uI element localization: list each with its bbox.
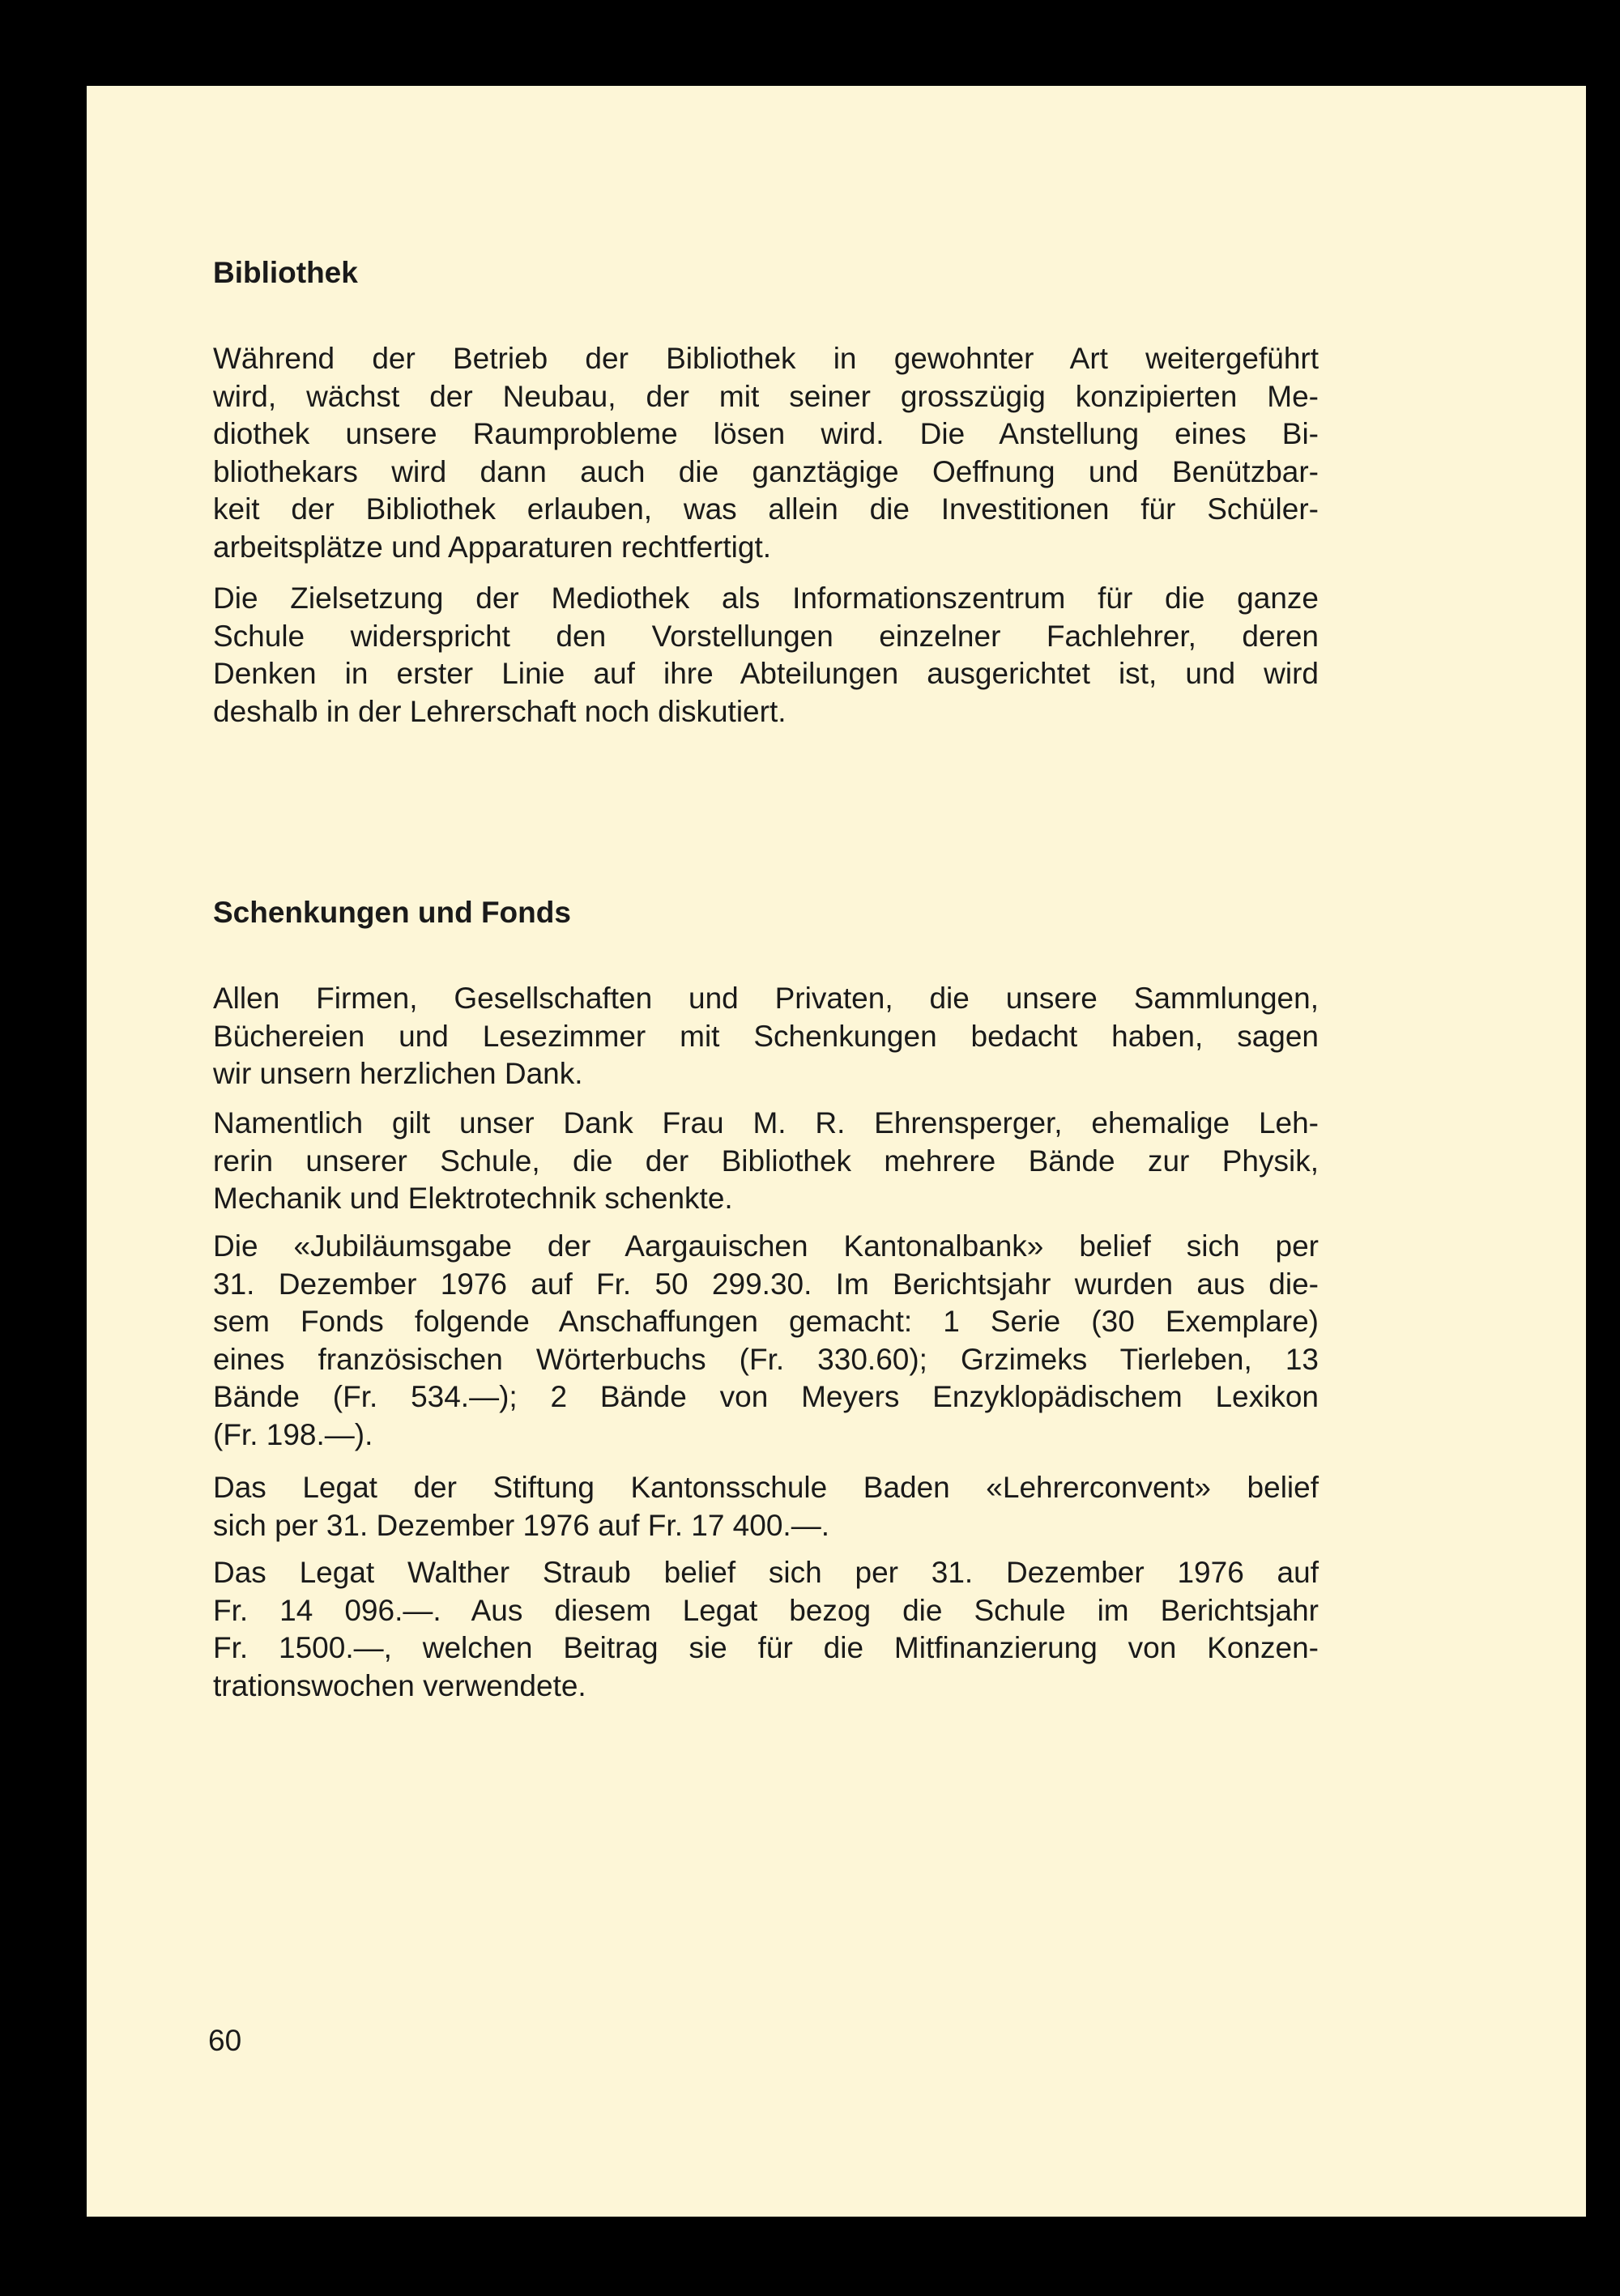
text-line: Bände (Fr. 534.—); 2 Bände von Meyers Enzyklopädischem Lexikon (213, 1380, 1319, 1413)
paragraph-schenkungen-4 (213, 1469, 1319, 1544)
text-line: Schule widerspricht den Vorstellungen einzelner Fachlehrer, deren (213, 619, 1319, 653)
text-line: Das Legat Walther Straub belief sich per 31. Dezember 1976 auf (213, 1556, 1319, 1589)
text-line: Während der Betrieb der Bibliothek in gewohnter Art weitergeführt (213, 342, 1319, 375)
text-line: Namentlich gilt unser Dank Frau M. R. Ehrensperger, ehemalige Leh- (213, 1106, 1319, 1139)
text-line: Fr. 1500.—, welchen Beitrag sie für die Mitfinanzierung von Konzen- (213, 1631, 1319, 1664)
paragraph-schenkungen-1 (213, 980, 1319, 1093)
text-line: trationswochen verwendete. (213, 1668, 586, 1702)
paragraph-bibliothek-2 (213, 580, 1319, 731)
text-line: Denken in erster Linie auf ihre Abteilungen ausgerichtet ist, und wird (213, 657, 1319, 690)
text-line: sem Fonds folgende Anschaffungen gemacht: 1 Serie (30 Exemplare) (213, 1305, 1319, 1338)
text-line: Die «Jubiläumsgabe der Aargauischen Kantonalbank» belief sich per (213, 1229, 1319, 1263)
document-page (87, 86, 1586, 2217)
text-line: Allen Firmen, Gesellschaften und Privaten, die unsere Sammlungen, (213, 982, 1319, 1015)
heading-bibliothek: Bibliothek (213, 256, 358, 289)
text-line: deshalb in der Lehrerschaft noch diskutiert. (213, 694, 787, 728)
text-line: 31. Dezember 1976 auf Fr. 50 299.30. Im Berichtsjahr wurden aus die- (213, 1267, 1319, 1301)
text-line: Die Zielsetzung der Mediothek als Informationszentrum für die ganze (213, 581, 1319, 615)
text-line: rerin unserer Schule, die der Bibliothek mehrere Bände zur Physik, (213, 1144, 1319, 1178)
text-line: bliothekars wird dann auch die ganztägige Oeffnung und Benützbar- (213, 454, 1319, 488)
text-line: keit der Bibliothek erlauben, was allein die Investitionen für Schüler- (213, 492, 1319, 526)
text-line: Mechanik und Elektrotechnik schenkte. (213, 1182, 733, 1215)
text-line: diothek unsere Raumprobleme lösen wird. Die Anstellung eines Bi- (213, 417, 1319, 450)
paragraph-schenkungen-2 (213, 1105, 1319, 1218)
heading-schenkungen-und-fonds: Schenkungen und Fonds (213, 896, 571, 929)
paragraph-schenkungen-3 (213, 1228, 1319, 1454)
text-line: sich per 31. Dezember 1976 auf Fr. 17 400.—. (213, 1508, 829, 1542)
text-line: arbeitsplätze und Apparaturen rechtfertigt. (213, 530, 772, 564)
text-line: Fr. 14 096.—. Aus diesem Legat bezog die Schule im Berichtsjahr (213, 1593, 1319, 1627)
text-line: (Fr. 198.—). (213, 1417, 373, 1451)
paragraph-bibliothek-1 (213, 340, 1319, 566)
paragraph-schenkungen-5 (213, 1554, 1319, 1705)
text-line: Büchereien und Lesezimmer mit Schenkungen bedacht haben, sagen (213, 1019, 1319, 1053)
page-number: 60 (208, 2024, 242, 2057)
text-line: wir unsern herzlichen Dank. (213, 1057, 583, 1090)
text-line: eines französischen Wörterbuchs (Fr. 330.60); Grzimeks Tierleben, 13 (213, 1342, 1319, 1376)
text-line: Das Legat der Stiftung Kantonsschule Baden «Lehrerconvent» belief (213, 1471, 1319, 1504)
text-line: wird, wächst der Neubau, der mit seiner grosszügig konzipierten Me- (213, 379, 1319, 413)
